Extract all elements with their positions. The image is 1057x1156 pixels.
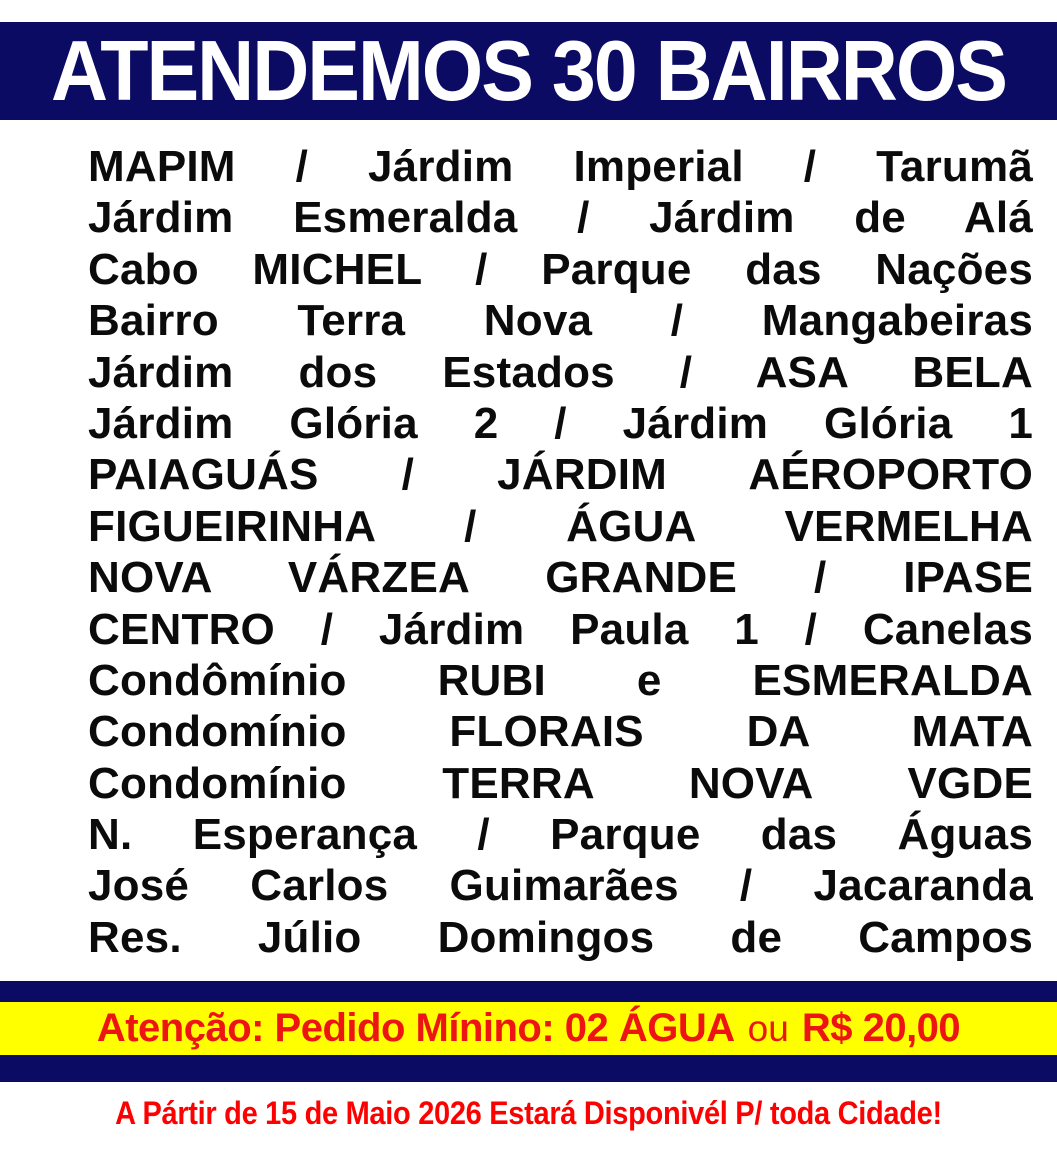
- availability-note: A Pártir de 15 de Maio 2026 Estará Disponivél P/ toda Cidade!: [115, 1096, 942, 1133]
- neighborhood-line: FIGUEIRINHA / ÁGUA VERMELHA: [88, 501, 1033, 551]
- neighborhood-line: Járdim dos Estados / ASA BELA: [88, 347, 1033, 397]
- neighborhood-line: José Carlos Guimarães / Jacaranda: [88, 861, 1033, 911]
- neighborhood-line: Res. Júlio Domingos de Campos: [88, 912, 1033, 962]
- minimum-order-amount: R$ 20,00: [801, 1006, 961, 1051]
- neighborhood-line: N. Esperança / Parque das Águas: [88, 810, 1033, 860]
- minimum-order-banner: [0, 1002, 1057, 1055]
- header-title: ATENDEMOS 30 BAIRROS: [51, 22, 1006, 119]
- neighborhood-line: MAPIM / Járdim Imperial / Tarumã: [88, 142, 1033, 191]
- minimum-order-connector: ou: [747, 1007, 789, 1049]
- neighborhood-line: Condômínio RUBI e ESMERALDA: [88, 655, 1033, 705]
- neighborhood-line: Járdim Esmeralda / Járdim de Alá: [88, 193, 1033, 243]
- neighborhood-line: Járdim Glória 2 / Járdim Glória 1: [88, 398, 1033, 448]
- neighborhood-line: Bairro Terra Nova / Mangabeiras: [88, 296, 1033, 346]
- minimum-order-text: Atenção: Pedido Mínino: 02 ÁGUA: [96, 1006, 735, 1051]
- divider-bar-top: [0, 981, 1057, 1002]
- neighborhood-line: Condomínio TERRA NOVA VGDE: [88, 758, 1033, 808]
- neighborhood-line: CENTRO / Járdim Paula 1 / Canelas: [88, 604, 1033, 654]
- header-banner: [0, 22, 1057, 120]
- neighborhood-list: [88, 142, 1033, 964]
- divider-bar-bottom: [0, 1055, 1057, 1082]
- neighborhood-line: PAIAGUÁS / JÁRDIM AÉROPORTO: [88, 450, 1033, 500]
- neighborhood-line: NOVA VÁRZEA GRANDE / IPASE: [88, 553, 1033, 603]
- neighborhood-line: Cabo MICHEL / Parque das Nações: [88, 244, 1033, 294]
- neighborhood-line: Condomínio FLORAIS DA MATA: [88, 707, 1033, 757]
